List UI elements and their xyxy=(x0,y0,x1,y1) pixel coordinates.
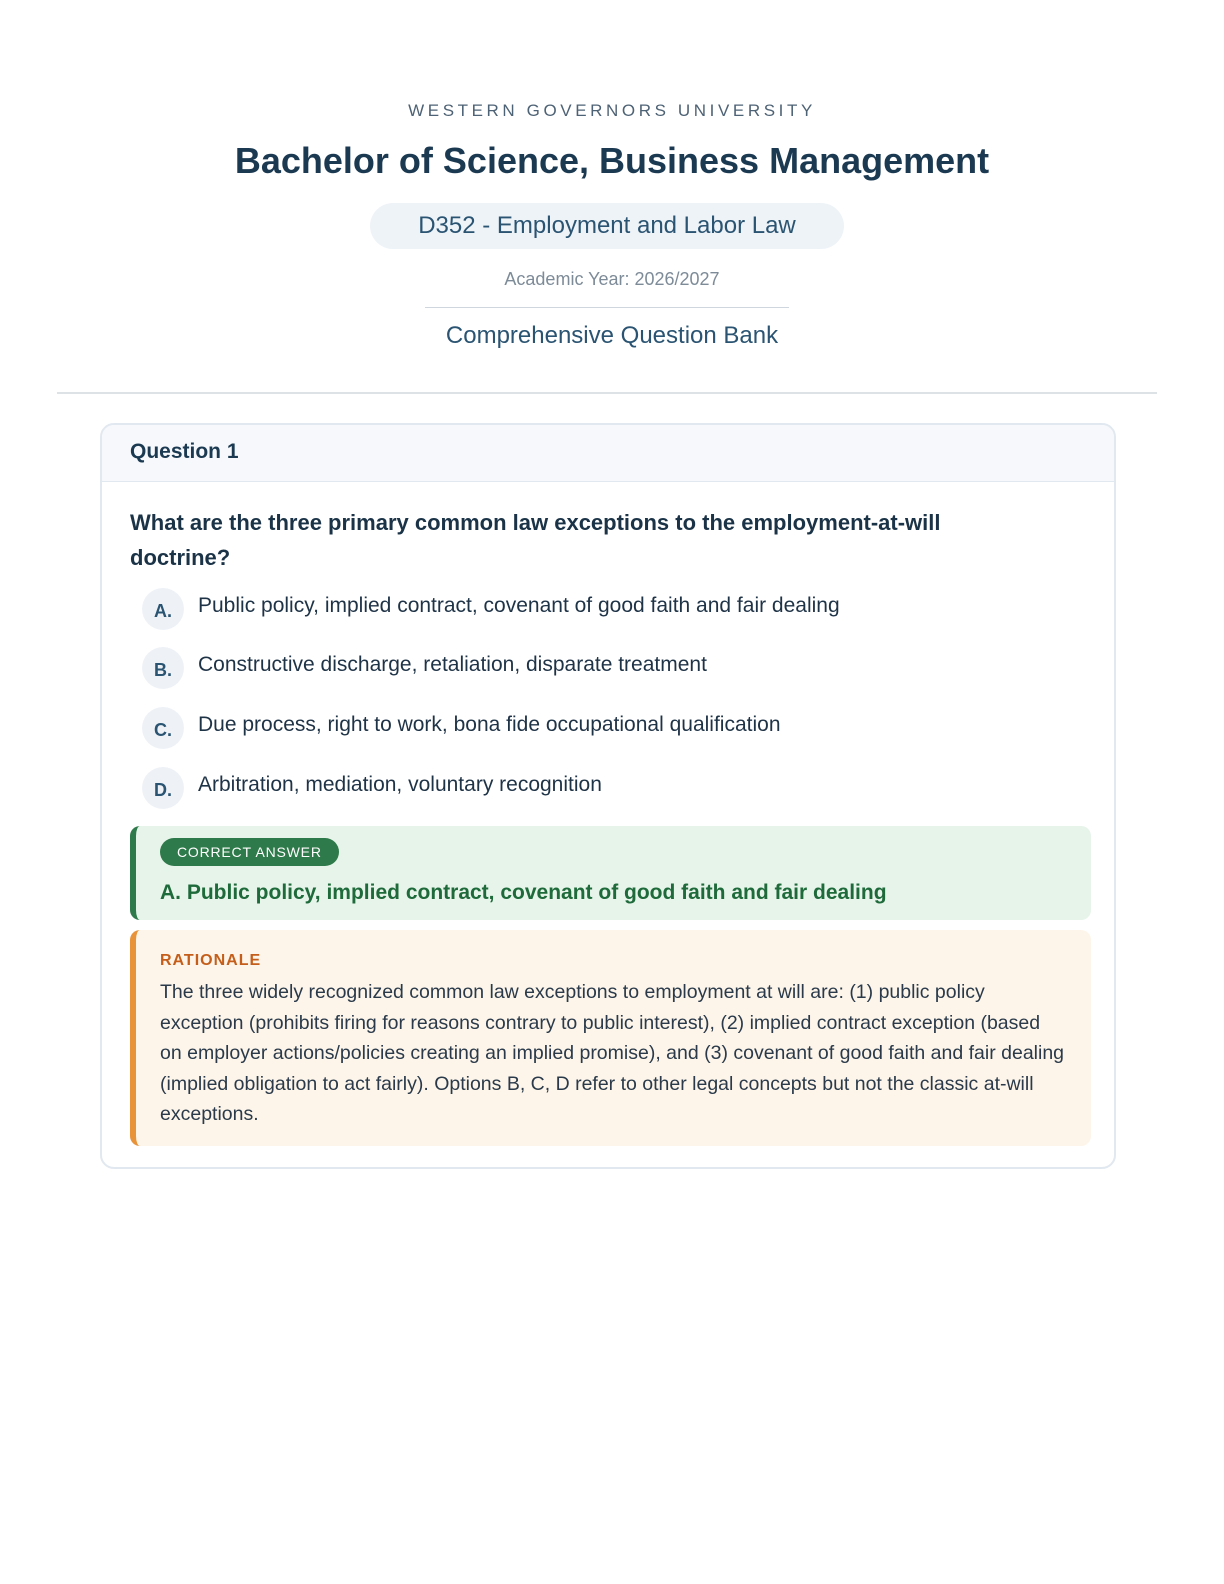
option-letter-badge: B. xyxy=(142,647,184,689)
academic-year: Academic Year: 2026/2027 xyxy=(504,269,720,289)
option-text: Arbitration, mediation, voluntary recognition xyxy=(198,773,602,796)
rationale-text: The three widely recognized common law exceptions to employment at will are: (1) public policy exception (prohibits firing for reasons contrary to public interest), (2) implied contract exception (based on employer actions/policies creating an implied promise), and (3) covenant of good faith and fair dealing (implied obligation to act fairly). Options B, C, D refer to other legal concepts but not the classic at-will exceptions. xyxy=(160,981,1065,1125)
question-card-header xyxy=(102,425,1114,482)
option-c xyxy=(142,707,1042,751)
question-text: What are the three primary common law exceptions to the employment-at-will doctrine? xyxy=(130,510,941,570)
option-text: Public policy, implied contract, covenant of good faith and fair dealing xyxy=(198,594,840,617)
option-b xyxy=(142,647,1042,691)
header-divider xyxy=(425,307,789,308)
course-badge: D352 - Employment and Labor Law xyxy=(370,203,844,249)
option-letter-badge: C. xyxy=(142,707,184,749)
rationale-box xyxy=(130,930,1091,1146)
question-card xyxy=(100,423,1116,1169)
option-letter-badge: A. xyxy=(142,588,184,630)
option-text: Constructive discharge, retaliation, disparate treatment xyxy=(198,653,707,676)
question-number: Question 1 xyxy=(130,440,239,463)
correct-answer-badge: CORRECT ANSWER xyxy=(160,838,339,866)
correct-answer-box xyxy=(130,826,1091,920)
correct-answer-text: A. Public policy, implied contract, covenant of good faith and fair dealing xyxy=(160,881,887,904)
section-divider xyxy=(57,392,1157,394)
option-letter-badge: D. xyxy=(142,767,184,809)
option-a xyxy=(142,588,1042,632)
program-title: Bachelor of Science, Business Management xyxy=(234,140,990,181)
question-bank-title: Comprehensive Question Bank xyxy=(445,322,779,349)
university-name: WESTERN GOVERNORS UNIVERSITY xyxy=(408,101,816,120)
option-d xyxy=(142,767,1042,811)
rationale-label: RATIONALE xyxy=(160,952,262,969)
option-text: Due process, right to work, bona fide occupational qualification xyxy=(198,713,781,736)
